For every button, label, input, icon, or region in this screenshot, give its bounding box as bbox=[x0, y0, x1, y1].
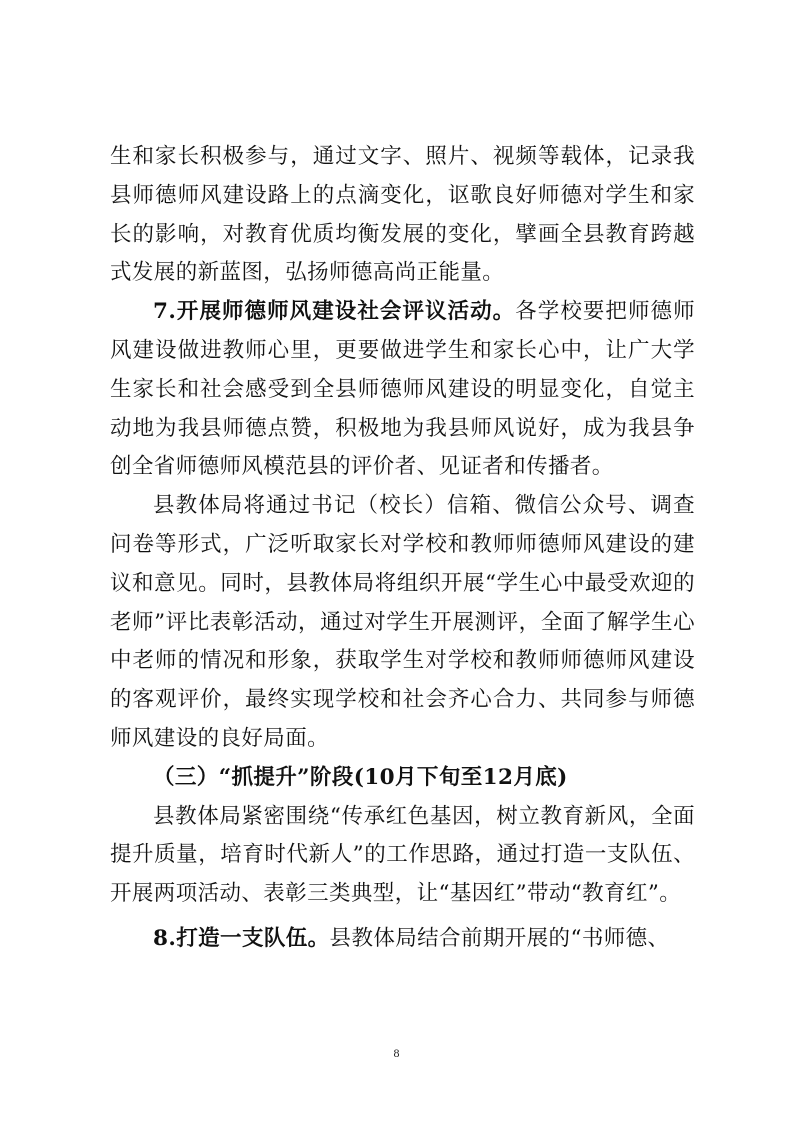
paragraph-build-team bbox=[110, 920, 695, 959]
section-3-heading: （三）“抓提升”阶段(10月下旬至12月底) bbox=[153, 764, 568, 790]
paragraph-social-review bbox=[110, 293, 695, 487]
page-content bbox=[110, 138, 695, 959]
item-8-heading: 8.打造一支队伍。 bbox=[153, 925, 330, 951]
item-7-body: 各学校要把师德师风建设做进教师心里，更要做进学生和家长心中，让广大学生家长和社会感受到全县师德师风建设的明显变化，自觉主动地为我县师德点赞，积极地为我县师风说好，成为我县争创全省师德师风模范县的评价者、见证者和传播者。 bbox=[110, 299, 695, 480]
item-7-heading: 7.开展师德师风建设社会评议活动。 bbox=[153, 299, 516, 325]
paragraph-continuation: 生和家长积极参与，通过文字、照片、视频等载体，记录我县师德师风建设路上的点滴变化，讴歌良好师德对学生和家长的影响，对教育优质均衡发展的变化，擘画全县教育跨越式发展的新蓝图，弘扬师德高尚正能量。 bbox=[110, 144, 695, 286]
item-8-body: 县教体局结合前期开展的“书师德、 bbox=[329, 925, 670, 951]
paragraph-feedback: 县教体局将通过书记（校长）信箱、微信公众号、调查问卷等形式，广泛听取家长对学校和教师师德师风建设的建议和意见。同时，县教体局将组织开展“学生心中最受欢迎的老师”评比表彰活动，通过对学生开展测评，全面了解学生心中老师的情况和形象，获取学生对学校和教师师德师风建设的客观评价，最终实现学校和社会齐心合力、共同参与师德师风建设的良好局面。 bbox=[110, 493, 695, 751]
paragraph-improvement: 县教体局紧密围绕“传承红色基因，树立教育新风，全面提升质量，培育时代新人”的工作思路，通过打造一支队伍、开展两项活动、表彰三类典型，让“基因红”带动“教育红”。 bbox=[110, 803, 695, 907]
page-number: 8 bbox=[393, 1046, 400, 1060]
